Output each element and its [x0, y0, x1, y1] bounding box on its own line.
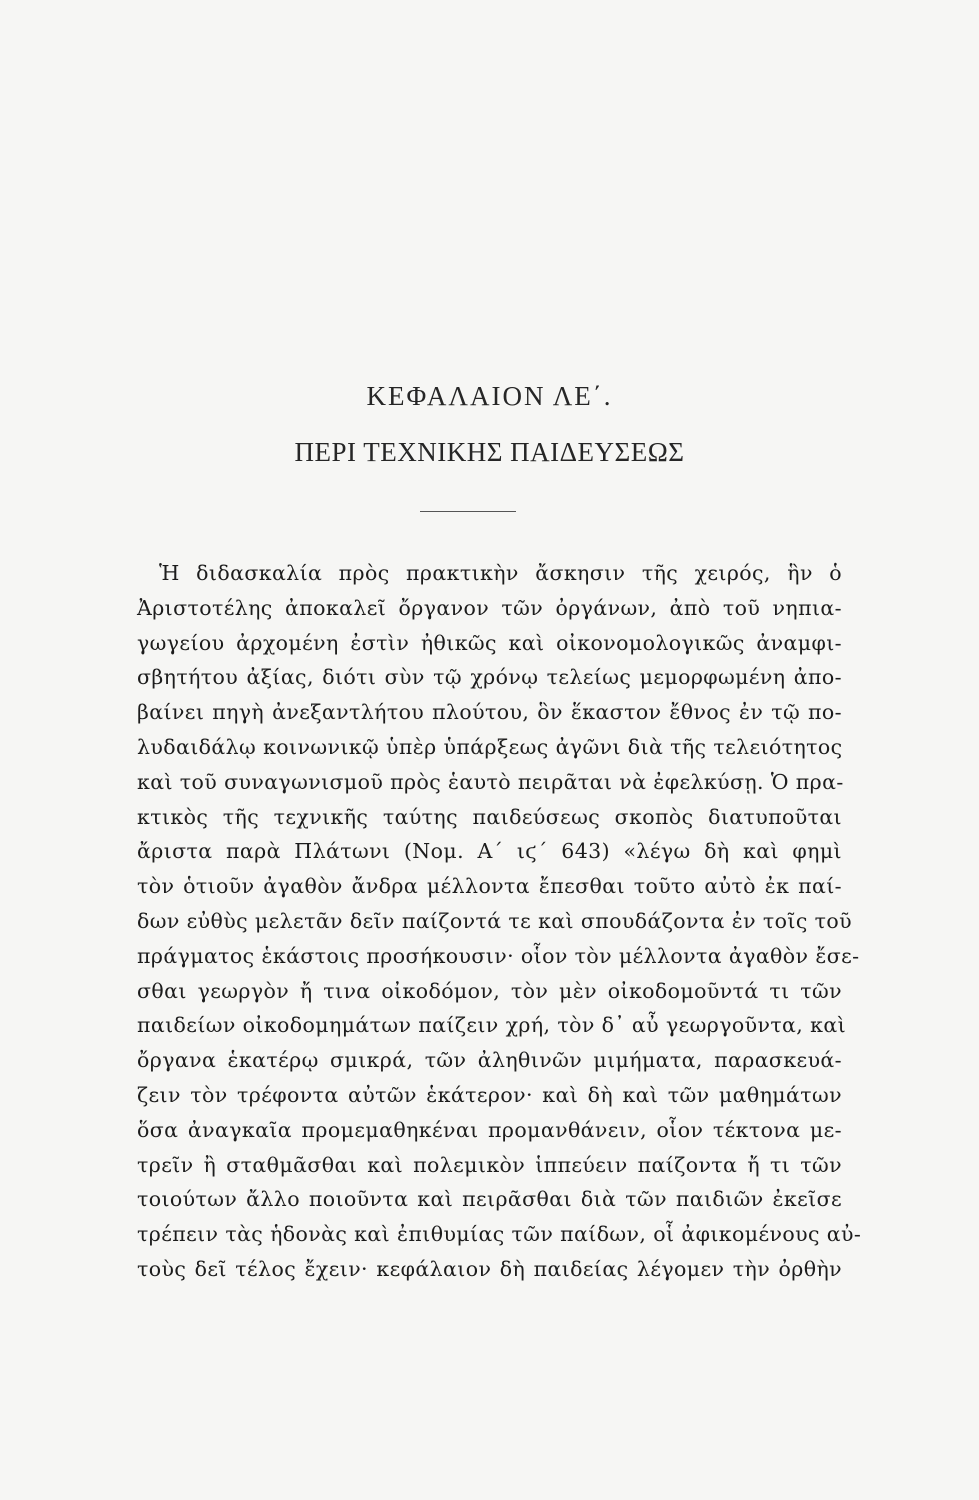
- text-line: λυδαιδάλῳ κοινωνικῷ ὑπὲρ ὑπάρξεως ἀγῶνι διὰ τῆς τελειότητος: [137, 734, 843, 759]
- text-line: Ἀριστοτέλης ἀποκαλεῖ ὄργανον τῶν ὀργάνων, ἀπὸ τοῦ νηπια-: [137, 595, 842, 620]
- text-line: κτικὸς τῆς τεχνικῆς ταύτης παιδεύσεως σκοπὸς διατυποῦται: [137, 804, 842, 829]
- text-line: τρεῖν ἢ σταθμᾶσθαι καὶ πολεμικὸν ἱππεύειν παίζοντα ἤ τι τῶν: [137, 1152, 842, 1177]
- text-line: Ἡ διδασκαλία πρὸς πρακτικὴν ἄσκησιν τῆς χειρός, ἣν ὁ: [159, 561, 842, 585]
- text-line: γωγείου ἀρχομένη ἐστὶν ἠθικῶς καὶ οἰκονομολογικῶς ἀναμφι-: [137, 630, 842, 655]
- text-line: σθαι γεωργὸν ἤ τινα οἰκοδόμον, τὸν μὲν οἰκοδομοῦντά τι τῶν: [137, 978, 842, 1003]
- text-line: σβητήτου ἀξίας, διότι σὺν τῷ χρόνῳ τελείως μεμορφωμένη ἀπο-: [137, 665, 842, 690]
- text-line: ὅσα ἀναγκαῖα προμεμαθηκέναι προμανθάνειν, οἷον τέκτονα με-: [137, 1117, 842, 1142]
- text-line: τρέπειν τὰς ἡδονὰς καὶ ἐπιθυμίας τῶν παίδων, οἷ ἀφικομένους αὐ-: [137, 1222, 862, 1247]
- title-divider: [420, 511, 516, 512]
- text-line: τοιούτων ἄλλο ποιοῦντα καὶ πειρᾶσθαι διὰ τῶν παιδιῶν ἐκεῖσε: [137, 1187, 842, 1212]
- text-line: τὸν ὁτιοῦν ἀγαθὸν ἄνδρα μέλλοντα ἔπεσθαι τοῦτο αὐτὸ ἐκ παί-: [137, 874, 842, 899]
- body-text: [137, 556, 862, 1287]
- text-line: ἄριστα παρὰ Πλάτωνι (Νομ. Α΄ ιϛ΄ 643) «λέγω δὴ καὶ φημὶ: [137, 839, 842, 864]
- text-line: βαίνει πηγὴ ἀνεξαντλήτου πλούτου, ὃν ἕκαστον ἔθνος ἐν τῷ πο-: [137, 700, 842, 725]
- text-line: δων εὐθὺς μελετᾶν δεῖν παίζοντά τε καὶ σπουδάζοντα ἐν τοῖς τοῦ: [137, 908, 852, 933]
- chapter-title: ΠΕΡΙ ΤΕΧΝΙΚΗΣ ΠΑΙΔΕΥΣΕΩΣ: [294, 437, 685, 467]
- text-line: παιδείων οἰκοδομημάτων παίζειν χρή, τὸν δ᾽ αὖ γεωργοῦντα, καὶ: [137, 1013, 847, 1038]
- chapter-label: ΚΕΦΑΛΑΙΟΝ ΛΕ΄.: [366, 381, 613, 411]
- text-line: ζειν τὸν τρέφοντα αὐτῶν ἑκάτερον· καὶ δὴ καὶ τῶν μαθημάτων: [137, 1082, 842, 1107]
- text-line: ὄργανα ἑκατέρῳ σμικρά, τῶν ἀληθινῶν μιμήματα, παρασκευά-: [137, 1048, 842, 1073]
- text-line: τοὺς δεῖ τέλος ἔχειν· κεφάλαιον δὴ παιδείας λέγομεν τὴν ὀρθὴν: [137, 1256, 842, 1281]
- text-line: καὶ τοῦ συναγωνισμοῦ πρὸς ἑαυτὸ πειρᾶται νὰ ἐφελκύσῃ. Ὁ πρα-: [137, 769, 844, 794]
- text-line: πράγματος ἑκάστοις προσήκουσιν· οἷον τὸν μέλλοντα ἀγαθὸν ἔσε-: [137, 943, 860, 968]
